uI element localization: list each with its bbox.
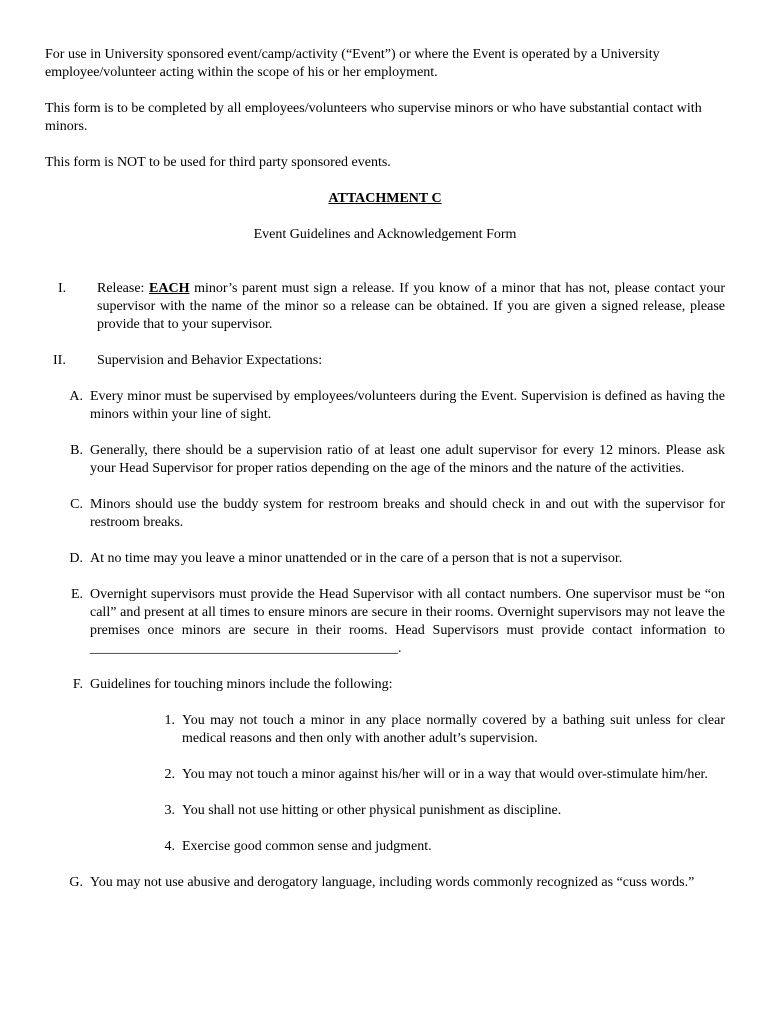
touching-rule-4: [153, 838, 725, 856]
item-a-mark: A.: [69, 389, 83, 404]
item-e-mark: E.: [70, 587, 83, 602]
item-b-text: Generally, there should be a supervision ratio of at least one adult supervisor for every 12 minors. Please ask your Head Supervisor for proper ratios depending on the age of the minors and the nature of the activities.: [90, 443, 725, 476]
release-text: minor’s parent must sign a release. If you know of a minor that has not, please contact your supervisor with the name of the minor so a release can be obtained. If you are given a signed release, please provide that to your supervisor.: [97, 281, 725, 332]
touching-rule-3: [153, 802, 725, 820]
rule-2-text: You may not touch a minor against his/her will or in a way that would over-stimulate him/her.: [182, 767, 708, 782]
touching-rule-1: [153, 712, 725, 748]
item-g-text: You may not use abusive and derogatory language, including words commonly recognized as “cuss words.”: [90, 875, 695, 890]
section-ii-mark: II.: [53, 353, 66, 368]
rule-4-text: Exercise good common sense and judgment.: [182, 839, 432, 854]
item-c-mark: C.: [70, 497, 83, 512]
section-ii-heading: Supervision and Behavior Expectations:: [97, 353, 323, 368]
rule-4-mark: 4.: [164, 839, 175, 854]
rule-1-text: You may not touch a minor in any place normally covered by a bathing suit unless for clear medical reasons and then only with another adult’s supervision.: [182, 713, 725, 746]
item-g-mark: G.: [69, 875, 83, 890]
section-i-body: [97, 280, 725, 334]
guideline-item-c: [45, 496, 725, 532]
item-d-mark: D.: [69, 551, 83, 566]
rule-3-mark: 3.: [164, 803, 175, 818]
guideline-item-f: [45, 676, 725, 694]
form-subtitle: Event Guidelines and Acknowledgement Form: [253, 227, 517, 242]
guideline-item-e: [45, 586, 725, 658]
item-f-mark: F.: [72, 677, 83, 692]
rule-3-text: You shall not use hitting or other physical punishment as discipline.: [182, 803, 562, 818]
section-i-mark: I.: [58, 281, 67, 296]
touching-rule-2: [153, 766, 725, 784]
section-i-release: [45, 280, 725, 334]
item-e-text: Overnight supervisors must provide the Head Supervisor with all contact numbers. One supervisor must be “on call” and present at all times to ensure minors are secure in their rooms. Overnight supervisors may not leave the premises once minors are secure in their rooms. Head Supervisors must provide contact information to ____________________________________________.: [90, 587, 725, 656]
attachment-title: ATTACHMENT C: [328, 191, 442, 206]
item-c-text: Minors should use the buddy system for restroom breaks and should check in and out with the supervisor for restroom breaks.: [90, 497, 725, 530]
section-ii-supervision: [45, 352, 725, 370]
rule-1-mark: 1.: [164, 713, 175, 728]
intro-paragraph-2: This form is to be completed by all employees/volunteers who supervise minors or who have substantial contact with minors.: [45, 101, 702, 134]
release-emphasis: EACH: [149, 281, 190, 296]
item-a-text: Every minor must be supervised by employees/volunteers during the Event. Supervision is defined as having the minors within your line of sight.: [90, 389, 725, 422]
intro-paragraph-1: For use in University sponsored event/camp/activity (“Event”) or where the Event is operated by a University employee/volunteer acting within the scope of his or her employment.: [45, 47, 660, 80]
rule-2-mark: 2.: [164, 767, 175, 782]
document-page: [45, 46, 725, 910]
guideline-item-b: [45, 442, 725, 478]
guideline-item-d: [45, 550, 725, 568]
guideline-item-a: [45, 388, 725, 424]
guideline-item-g: [45, 874, 725, 892]
item-f-text: Guidelines for touching minors include the following:: [90, 677, 393, 692]
intro-paragraph-3: This form is NOT to be used for third party sponsored events.: [45, 155, 391, 170]
release-lead: Release:: [97, 281, 150, 296]
item-d-text: At no time may you leave a minor unattended or in the care of a person that is not a supervisor.: [90, 551, 623, 566]
item-b-mark: B.: [70, 443, 83, 458]
